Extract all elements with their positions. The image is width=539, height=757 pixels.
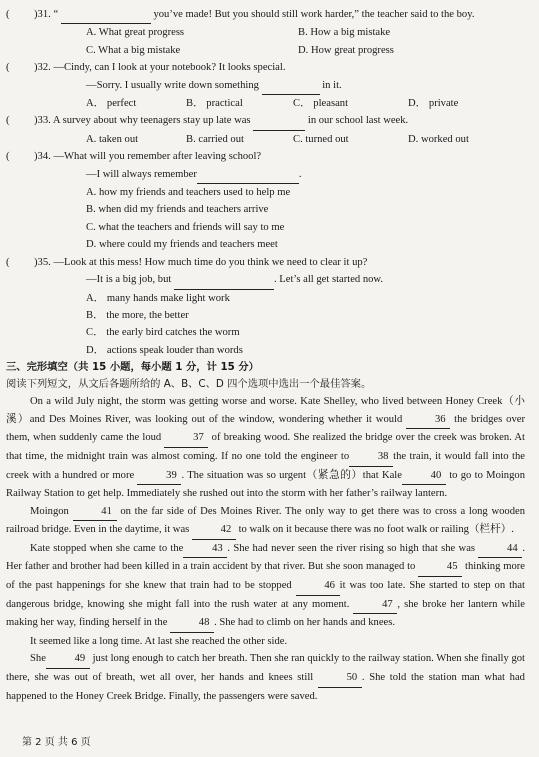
option-c[interactable]: C. what the teachers and friends will say to me — [86, 221, 285, 233]
question-number: )31. — [34, 9, 51, 20]
option-b[interactable]: B. How a big mistake — [298, 27, 391, 39]
option-c[interactable]: C． pleasant — [293, 98, 349, 110]
answer-blank[interactable] — [174, 271, 274, 289]
option-a[interactable]: A． many hands make light work — [86, 292, 230, 304]
option-a[interactable]: A. taken out — [86, 133, 139, 145]
cloze-blank-43[interactable]: 43 — [183, 540, 227, 559]
question-32: ( )32. —Cindy, can I look at your notebook? It looks special. —Sorry. I usually write down something in it. A． perfect B． practical C． pleasant D． private — [34, 59, 525, 112]
cloze-blank-45[interactable]: 45 — [418, 558, 462, 577]
cloze-blank-48[interactable]: 48 — [170, 614, 214, 633]
answer-blank[interactable] — [262, 77, 320, 95]
cloze-blank-44[interactable]: 44 — [478, 540, 522, 559]
question-number: )35. — [34, 256, 51, 268]
question-33-options — [34, 131, 525, 148]
question-31-options — [34, 24, 525, 59]
answer-paren: ( — [6, 9, 10, 20]
cloze-blank-40[interactable]: 40 — [402, 467, 446, 486]
cloze-blank-41[interactable]: 41 — [73, 503, 117, 522]
option-b[interactable]: B. carried out — [186, 133, 244, 145]
answer-paren: ( — [6, 151, 10, 163]
option-a[interactable]: A. What great progress — [86, 27, 185, 39]
option-a[interactable]: A． perfect — [86, 98, 137, 110]
answer-blank[interactable] — [197, 166, 299, 184]
cloze-blank-42[interactable]: 42 — [192, 521, 236, 540]
question-33: ( )33. A survey about why teenagers stay up late was in our school last week. A. taken out B. carried out C. turned out D. worked out — [34, 112, 525, 148]
answer-blank[interactable] — [61, 6, 151, 24]
cloze-blank-37[interactable]: 37 — [164, 429, 208, 448]
option-b[interactable]: B. when did my friends and teachers arrive — [86, 204, 269, 216]
answer-paren: ( — [6, 62, 10, 74]
cloze-blank-36[interactable]: 36 — [406, 411, 450, 430]
option-b[interactable]: B． the more, the better — [86, 309, 189, 321]
answer-blank[interactable] — [253, 112, 305, 130]
option-d[interactable]: D. worked out — [408, 133, 469, 145]
cloze-blank-39[interactable]: 39 — [137, 467, 181, 486]
question-number: )33. — [34, 115, 51, 127]
question-35: ( )35. —Look at this mess! How much time do you think we need to clear it up? —It is a big job, but . Let’s all get started now. A． many hands make light work B． the more, the better C． the early bird catches the worm D． actions speak louder than words — [34, 254, 525, 359]
option-a[interactable]: A. how my friends and teachers used to help me — [86, 187, 291, 199]
cloze-blank-46[interactable]: 46 — [296, 577, 340, 596]
option-d[interactable]: D． actions speak louder than words — [86, 344, 243, 356]
section-title: 三、完形填空（共 15 小题，每小题 1 分，计 15 分） — [6, 361, 259, 374]
option-c[interactable]: C． the early bird catches the worm — [86, 327, 240, 339]
question-number: )32. — [34, 62, 51, 74]
passage-paragraph-2: Moingon 41 on the far side of Des Moines River. The only way to get there was to cross a long wooden railroad bridge. Even in the daytime, it was 42 to walk on it because there was no foot walk or railing（栏杆）. — [6, 503, 525, 540]
passage-paragraph-4: It seemed like a long time. At last she reached the other side. — [30, 635, 288, 647]
answer-paren: ( — [6, 256, 10, 268]
cloze-blank-50[interactable]: 50 — [318, 669, 362, 688]
option-c[interactable]: C. turned out — [293, 133, 349, 145]
question-31 — [6, 6, 525, 59]
passage-paragraph-3: Kate stopped when she came to the 43 . She had never seen the river rising so high that she was 44 . Her father and brother had been killed in a train accident by that river. But she soon managed to 45 thinking more of the past happenings for she knew that train had to be stopped 46 it was too late. She started to step on that dangerous bridge, knowing she might fall into the rush water at any moment. 47 , she broke her lantern while making her way, finding herself in the 48 . She had to climb on her hands and knees. — [6, 540, 525, 633]
question-32-options — [34, 95, 525, 112]
option-d[interactable]: D. where could my friends and teachers meet — [86, 239, 278, 251]
passage-paragraph-5: She 49 just long enough to catch her breath. Then she ran quickly to the railway station. When she finally got there, she was out of breath, wet all over, her hands and knees still 50 . She told the station man what had happened to the Honey Creek Bridge. Finally, the passengers were saved. — [6, 650, 525, 705]
option-d[interactable]: D． private — [408, 98, 459, 110]
answer-paren: ( — [6, 115, 10, 127]
question-35-options — [34, 290, 525, 360]
question-number: )34. — [34, 151, 51, 163]
option-b[interactable]: B． practical — [186, 98, 243, 110]
question-34-options — [34, 184, 525, 254]
option-d[interactable]: D. How great progress — [298, 44, 394, 56]
cloze-blank-38[interactable]: 38 — [349, 448, 393, 467]
question-34: ( )34. —What will you remember after leaving school? —I will always remember . A. how my friends and teachers used to help me B. when did my friends and teachers arrive C. what the teachers and friends will say to me D. where could my friends and teachers meet — [34, 148, 525, 253]
passage-paragraph-1: On a wild July night, the storm was getting worse and worse. Kate Shelley, who lived between Honey Creek（小溪）and Des Moines River, was looking out of the window, wondering whether it would 36 the bridges over them, when suddenly came the loud 37 of breaking wood. She realized the bridge over the creek was broken. At that time, the midnight train was almost coming. If no one told the engineer to 38 the train, it would fall into the creek with a hundred or more 39 . The situation was so urgent（紧急的）that Kale 40 to go to Moingon Railway Station to get help. Immediately she rushed out into the storm with her father’s railway lantern. — [6, 396, 526, 500]
question-31-stem: ( )31. “ you’ve made! But you should still work harder,” the teacher said to the boy. — [34, 6, 525, 24]
cloze-blank-47[interactable]: 47 — [353, 596, 397, 615]
option-c[interactable]: C. What a big mistake — [86, 44, 181, 56]
page-footer: 第 2 页 共 6 页 — [22, 737, 91, 748]
section-instruction: 阅读下列短文，从文后各题所给的 A、B、C、D 四个选项中选出一个最佳答案。 — [6, 378, 372, 391]
cloze-blank-49[interactable]: 49 — [46, 650, 90, 669]
